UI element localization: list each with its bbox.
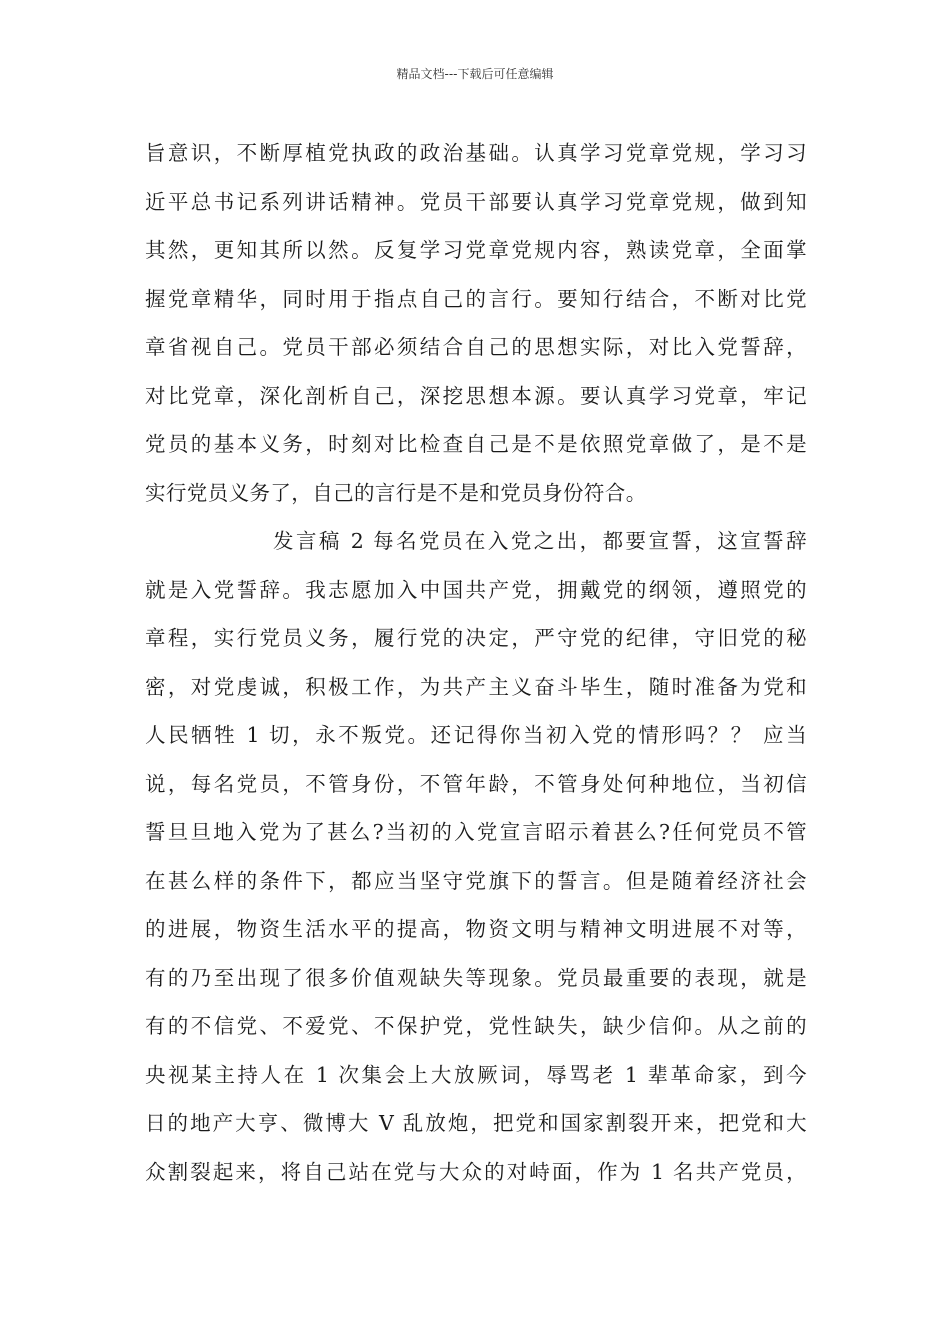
text-line: 央视某主持人在 1 次集会上大放厥词，辱骂老 1 辈革命家，到今	[145, 1062, 807, 1087]
text-line: 的进展，物资生活水平的提高，物资文明与精神文明进展不对等，	[145, 917, 807, 941]
text-line: 有的不信党、不爱党、不保护党，党性缺失，缺少信仰。从之前的	[145, 1014, 807, 1038]
text-line: 密，对党虔诚，积极工作，为共产主义奋斗毕生，随时准备为党和	[145, 674, 807, 699]
text-line: 握党章精华，同时用于指点自己的言行。要知行结合，不断对比党	[145, 286, 807, 311]
text-line: 章省视自己。党员干部必须结合自己的思想实际，对比入党誓辞，	[145, 335, 807, 359]
text-line: 在甚么样的条件下，都应当坚守党旗下的誓言。但是随着经济社会	[145, 868, 807, 893]
text-line: 章程，实行党员义务，履行党的决定，严守党的纪律，守旧党的秘	[145, 626, 807, 650]
text-line: 人民牺牲 1 切，永不叛党。还记得你当初入党的情形吗？？ 应当	[145, 723, 807, 747]
document-body	[145, 133, 807, 1200]
text-line: 近平总书记系列讲话精神。党员干部要认真学习党章党规，做到知	[145, 189, 807, 214]
text-line: 众割裂起来，将自己站在党与大众的对峙面，作为 1 名共产党员，	[145, 1159, 807, 1184]
page-header: 精品文档---下载后可任意编辑	[396, 67, 554, 81]
text-line: 有的乃至出现了很多价值观缺失等现象。党员最重要的表现，就是	[145, 965, 807, 990]
text-line-paragraph-end: 实行党员义务了，自己的言行是不是和党员身份符合。	[145, 480, 647, 505]
text-line: 对比党章，深化剖析自己，深挖思想本源。要认真学习党章，牢记	[145, 383, 807, 408]
text-line: 其然，更知其所以然。反复学习党章党规内容，熟读党章，全面掌	[145, 238, 807, 262]
text-line: 就是入党誓辞。我志愿加入中国共产党，拥戴党的纲领，遵照党的	[145, 577, 807, 602]
text-line: 党员的基本义务，时刻对比检查自己是不是依照党章做了，是不是	[145, 432, 807, 456]
text-line: 日的地产大亨、微博大 V 乱放炮，把党和国家割裂开来，把党和大	[145, 1111, 807, 1135]
text-line: 旨意识，不断厚植党执政的政治基础。认真学习党章党规，学习习	[145, 141, 807, 165]
text-line: 誓旦旦地入党为了甚么?当初的入党宣言昭示着甚么?任何党员不管	[145, 820, 807, 844]
text-line: 说，每名党员，不管身份，不管年龄，不管身处何种地位，当初信	[145, 771, 807, 796]
text-line-paragraph-start: 发言稿 2 每名党员在入党之出，都要宣誓，这宣誓辞	[273, 529, 807, 553]
